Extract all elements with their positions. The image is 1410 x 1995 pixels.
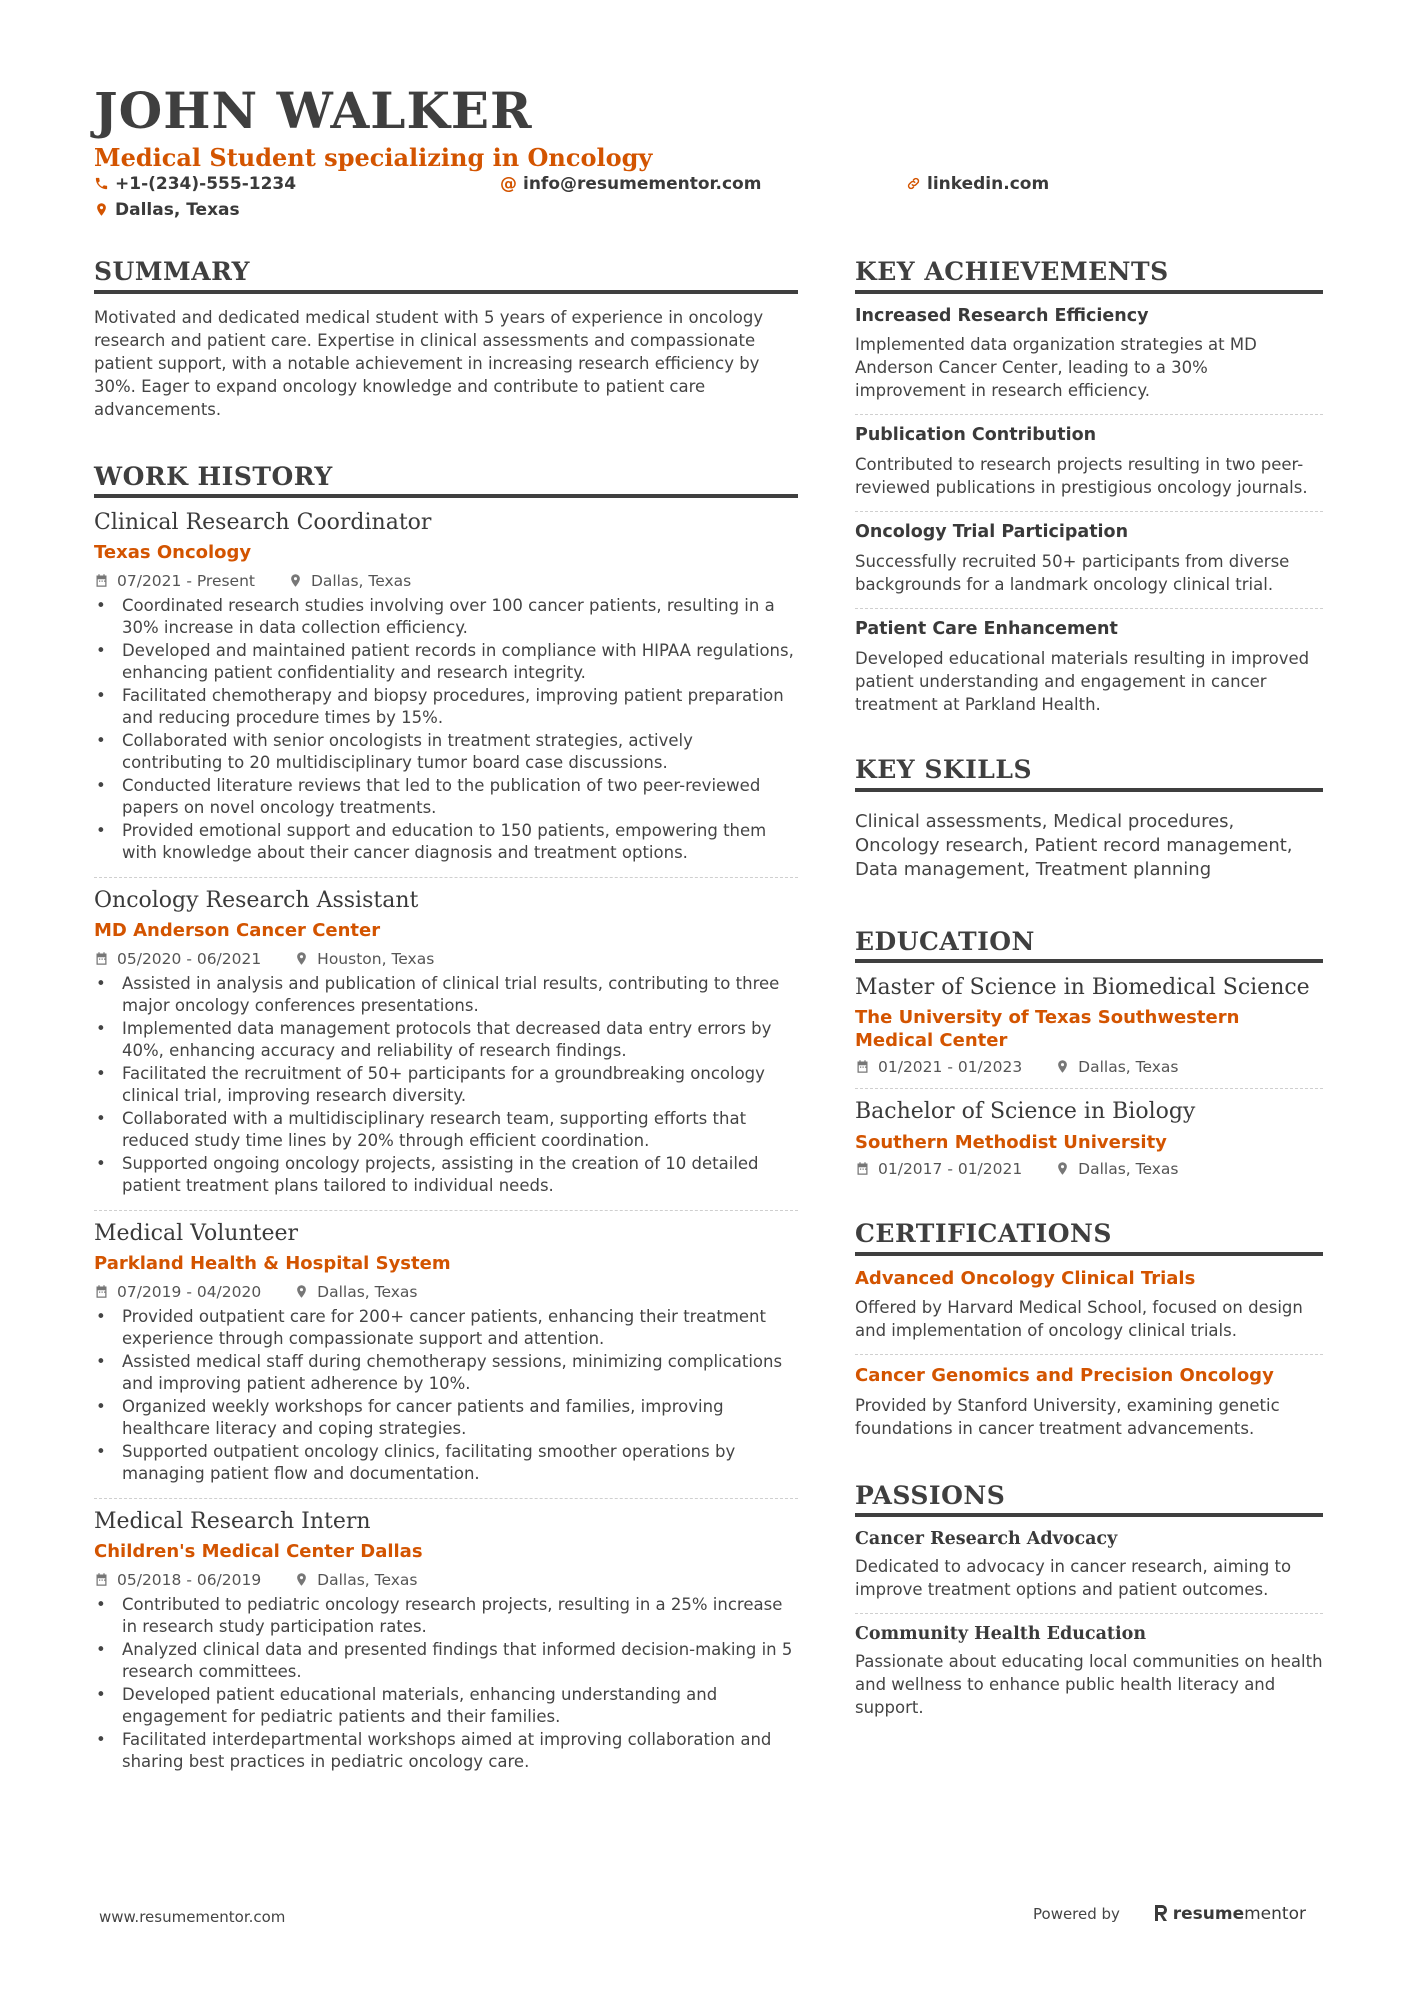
summary-heading: SUMMARY [94,258,798,294]
education-item [855,1099,1323,1178]
education-meta [855,1058,1323,1076]
calendar-icon [94,1284,109,1299]
job-bullet: • Facilitated chemotherapy and biopsy procedures, improving patient preparation and reducing procedure times by 15%. [94,685,798,730]
calendar-icon [94,573,109,588]
map-pin-icon [1055,1161,1070,1176]
job-entry [94,510,798,865]
achievement-item [855,619,1323,716]
achievement-text: Implemented data organization strategies at MD Anderson Cancer Center, leading to a 30% improvement in research efficiency. [855,335,1257,401]
achievement-title: Increased Research Efficiency [855,305,1149,326]
divider [94,1498,798,1499]
divider [855,608,1323,609]
skills-heading: KEY SKILLS [855,756,1323,792]
certification-item [855,1365,1323,1440]
phone-icon [94,176,109,191]
education-location: Dallas, Texas [1078,1160,1179,1179]
job-bullets [94,1594,798,1774]
email-text: info@resumementor.com [523,174,762,194]
at-icon: @ [500,174,517,194]
job-company: Children's Medical Center Dallas [94,1541,423,1563]
contact-phone[interactable] [94,174,296,194]
job-title: Medical Research Intern [94,1508,371,1534]
calendar-icon [94,951,109,966]
passion-title: Cancer Research Advocacy [855,1529,1118,1550]
location-text: Dallas, Texas [115,200,240,220]
footer-powered-by [1033,1904,1306,1924]
job-dates: 07/2021 - Present [117,571,255,590]
job-bullet: • Assisted in analysis and publication of clinical trial results, contributing to three major oncology conferences presentations. [94,973,798,1018]
certifications-heading: CERTIFICATIONS [855,1220,1323,1256]
job-location: Dallas, Texas [317,1282,418,1301]
education-dates: 01/2021 - 01/2023 [878,1058,1023,1077]
footer-website[interactable]: www.resumementor.com [99,1908,286,1926]
job-location: Houston, Texas [317,949,435,968]
calendar-icon [94,1572,109,1587]
passions-heading: PASSIONS [855,1482,1323,1518]
skills-text: Clinical assessments, Medical procedures, Oncology research, Patient record management, Data management, Treatment planning [855,810,1293,880]
job-company: Texas Oncology [94,542,252,564]
divider [94,1210,798,1211]
link-icon [906,176,921,191]
map-pin-icon [294,1284,309,1299]
achievement-item [855,522,1323,596]
achievement-text: Contributed to research projects resulting in two peer-reviewed publications in prestigious oncology journals. [855,455,1308,498]
job-meta [94,1570,798,1590]
achievement-title: Oncology Trial Participation [855,522,1129,543]
passion-title: Community Health Education [855,1624,1147,1645]
job-company: Parkland Health & Hospital System [94,1253,451,1275]
brand-mark-icon [1153,1904,1169,1922]
job-bullet: • Assisted medical staff during chemotherapy sessions, minimizing complications and improving patient adherence by 10%. [94,1351,798,1396]
job-dates: 05/2018 - 06/2019 [117,1570,262,1589]
job-bullet: • Analyzed clinical data and presented findings that informed decision-making in 5 research committees. [94,1639,798,1684]
passion-text: Dedicated to advocacy in cancer research, aiming to improve treatment options and patient outcomes. [855,1557,1292,1600]
job-meta [94,949,798,969]
job-bullet: • Conducted literature reviews that led to the publication of two peer-reviewed papers on novel oncology treatments. [94,775,798,820]
education-degree: Master of Science in Biomedical Science [855,975,1310,1000]
job-bullet: • Developed and maintained patient records in compliance with HIPAA regulations, enhancing patient confidentiality and research integrity. [94,640,798,685]
linkedin-text: linkedin.com [927,174,1050,194]
job-entry [94,1509,798,1774]
certification-text: Offered by Harvard Medical School, focused on design and implementation of oncology clinical trials. [855,1298,1303,1341]
divider [855,1088,1323,1089]
divider [855,1354,1323,1355]
divider [94,877,798,878]
achievement-item [855,425,1323,499]
education-school: Southern Methodist University [855,1131,1167,1153]
passion-item [855,1529,1323,1601]
job-company: MD Anderson Cancer Center [94,920,381,942]
right-column [855,258,1323,1719]
brand-logo[interactable] [1153,1904,1306,1924]
passion-item [855,1624,1323,1719]
job-bullet: • Contributed to pediatric oncology research projects, resulting in a 25% increase in research study participation rates. [94,1594,798,1639]
map-pin-icon [294,1572,309,1587]
certification-title: Cancer Genomics and Precision Oncology [855,1365,1274,1387]
brand-light-text: mentor [1244,1904,1306,1924]
map-pin-icon [294,951,309,966]
job-title: Medical Volunteer [94,1220,299,1246]
calendar-icon [855,1161,870,1176]
map-pin-icon [288,573,303,588]
job-dates: 05/2020 - 06/2021 [117,949,262,968]
contact-linkedin[interactable] [906,174,1049,194]
job-title: Clinical Research Coordinator [94,510,432,535]
certification-item [855,1268,1323,1343]
work-history-heading: WORK HISTORY [94,463,798,499]
candidate-title: Medical Student specializing in Oncology [94,143,653,172]
job-bullet: • Implemented data management protocols that decreased data entry errors by 40%, enhancing accuracy and reliability of research findings. [94,1018,798,1063]
job-meta [94,1282,798,1302]
achievement-text: Developed educational materials resulting in improved patient understanding and engagement in cancer treatment at Parkland Health. [855,649,1310,714]
job-entry [94,1221,798,1486]
education-meta [855,1160,1323,1178]
job-bullet: • Provided outpatient care for 200+ cancer patients, enhancing their treatment experience through compassionate support and attention. [94,1306,798,1351]
passion-text: Passionate about educating local communities on health and wellness to enhance public health literacy and support. [855,1652,1323,1718]
job-bullet: • Facilitated interdepartmental workshops aimed at improving collaboration and sharing best practices in pediatric oncology care. [94,1729,798,1774]
contact-location [94,200,240,220]
contact-email[interactable] [500,174,761,194]
brand-bold-text: resume [1172,1904,1245,1924]
job-bullet: • Supported ongoing oncology projects, assisting in the creation of 10 detailed patient treatment plans tailored to individual needs. [94,1153,798,1198]
job-meta [94,571,798,591]
education-heading: EDUCATION [855,928,1323,964]
job-bullet: • Coordinated research studies involving over 100 cancer patients, resulting in a 30% increase in data collection efficiency. [94,595,798,640]
job-bullets [94,973,798,1198]
job-location: Dallas, Texas [317,1570,418,1589]
map-pin-icon [94,202,109,217]
education-degree: Bachelor of Science in Biology [855,1099,1196,1125]
job-location: Dallas, Texas [310,571,412,590]
job-dates: 07/2019 - 04/2020 [117,1282,262,1301]
summary-text: Motivated and dedicated medical student with 5 years of experience in oncology research and patient care. Expertise in clinical assessments and compassionate patient support, with a notable achievement in increasing research efficiency by 30%. Eager to expand oncology knowledge and contribute to patient care advancements. [94,307,764,419]
job-bullet: • Facilitated the recruitment of 50+ participants for a groundbreaking oncology clinical trial, improving research diversity. [94,1063,798,1108]
achievement-text: Successfully recruited 50+ participants from diverse backgrounds for a landmark oncology clinical trial. [855,552,1290,595]
job-bullet: • Provided emotional support and education to 150 patients, empowering them with knowledge about their cancer diagnosis and treatment options. [94,820,798,865]
education-item [855,975,1323,1076]
job-bullets [94,1306,798,1486]
map-pin-icon [1055,1059,1070,1074]
job-entry [94,888,798,1198]
certification-title: Advanced Oncology Clinical Trials [855,1267,1196,1289]
education-location: Dallas, Texas [1078,1058,1179,1077]
achievement-item [855,306,1323,403]
certification-text: Provided by Stanford University, examining genetic foundations in cancer treatment advancements. [855,1395,1280,1438]
job-bullet: • Developed patient educational materials, enhancing understanding and engagement for pediatric patients and their families. [94,1684,798,1729]
job-bullets [94,595,798,865]
candidate-name: JOHN WALKER [94,81,533,140]
achievements-heading: KEY ACHIEVEMENTS [855,258,1323,294]
powered-by-label: Powered by [1033,1905,1120,1923]
phone-text: +1-(234)-555-1234 [115,174,297,194]
job-bullet: • Collaborated with senior oncologists in treatment strategies, actively contributing to 20 multidisciplinary tumor board case discussions. [94,730,798,775]
job-bullet: • Supported outpatient oncology clinics, facilitating smoother operations by managing patient flow and documentation. [94,1441,798,1486]
divider [855,414,1323,415]
left-column [94,258,798,1774]
achievement-title: Publication Contribution [855,425,1097,446]
divider [855,1613,1323,1614]
job-bullet: • Collaborated with a multidisciplinary research team, supporting efforts that reduced study time lines by 20% through efficient coordination. [94,1108,798,1153]
job-title: Oncology Research Assistant [94,887,419,913]
job-bullet: • Organized weekly workshops for cancer patients and families, improving healthcare literacy and coping strategies. [94,1396,798,1441]
achievement-title: Patient Care Enhancement [855,619,1118,640]
divider [855,511,1323,512]
education-dates: 01/2017 - 01/2021 [878,1160,1023,1179]
calendar-icon [855,1059,870,1074]
education-school: The University of Texas Southwestern Medical Center [855,1007,1240,1051]
